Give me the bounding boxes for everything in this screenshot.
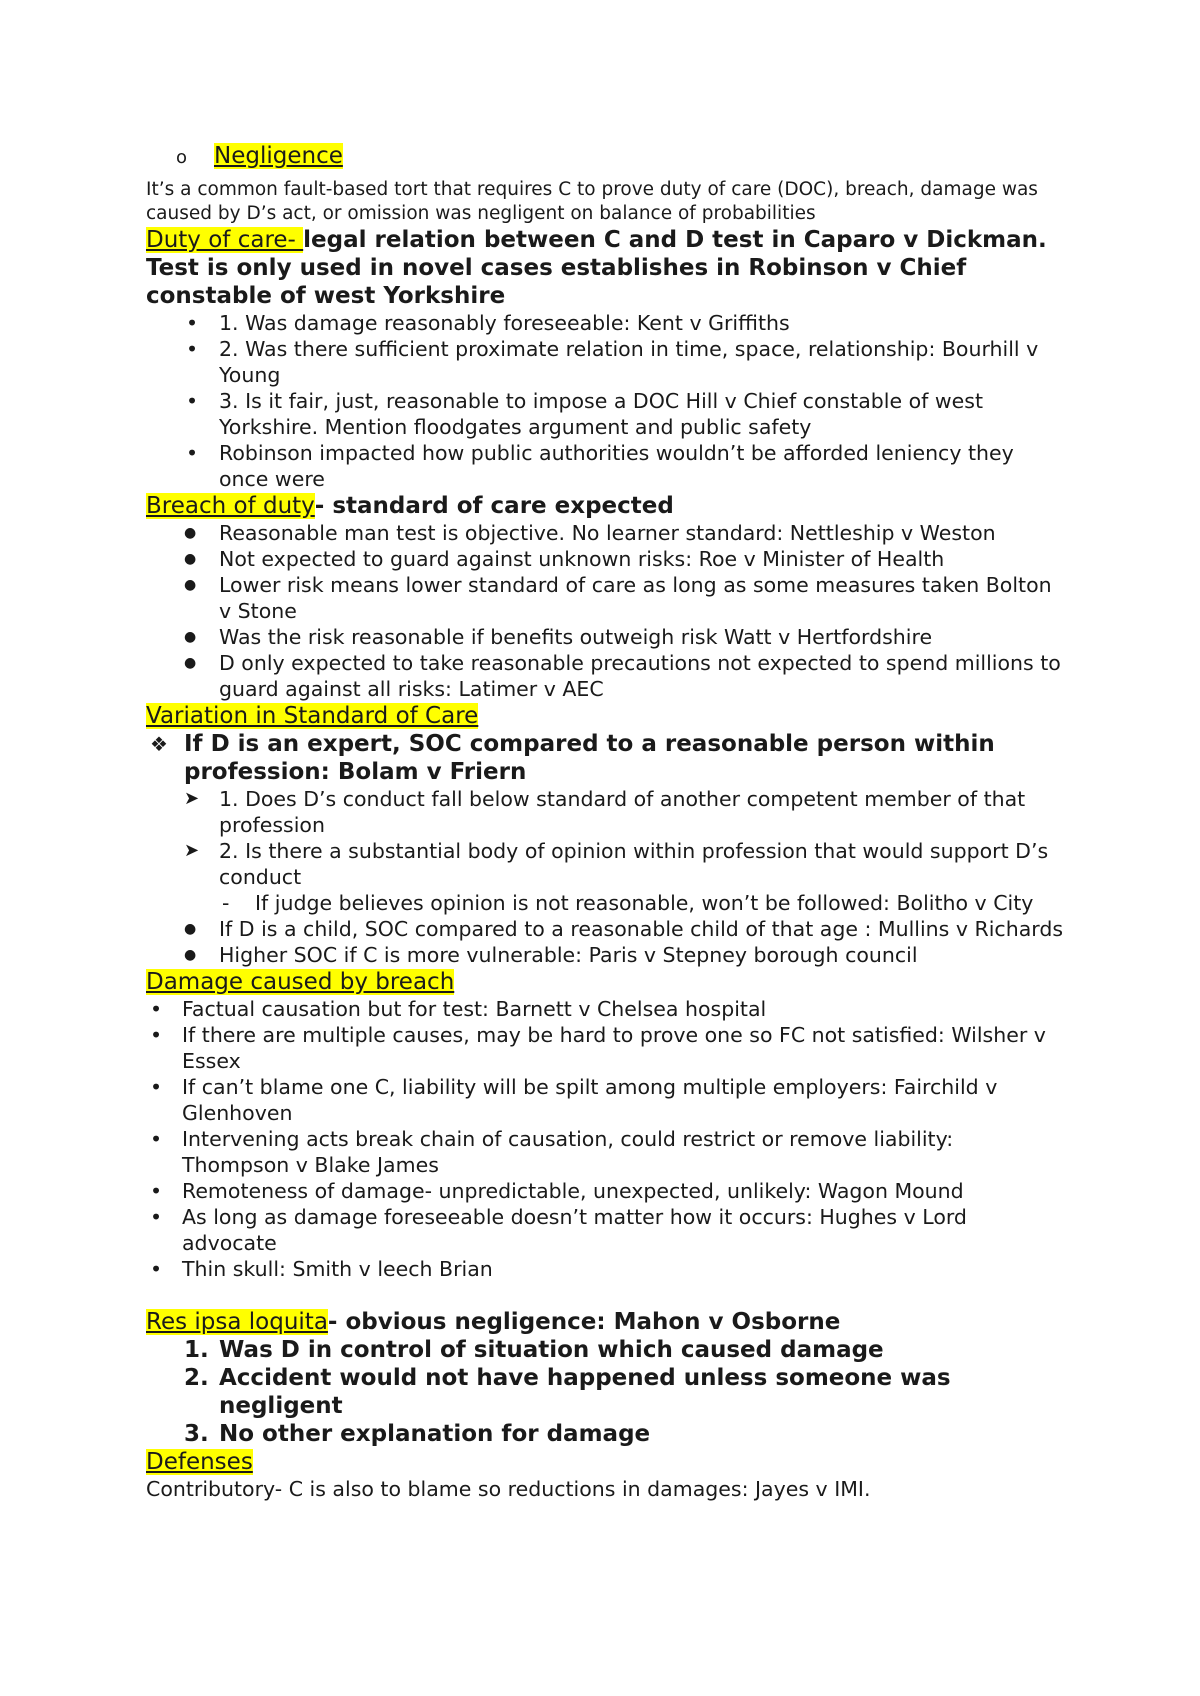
breach-heading <box>146 492 1066 520</box>
list-item: ● Reasonable man test is objective. No learner standard: Nettleship v Weston <box>146 520 1066 546</box>
list-item: ● Not expected to guard against unknown risks: Roe v Minister of Health <box>146 546 1066 572</box>
arrow-bullet-icon: ➤ <box>184 788 200 809</box>
res-heading-rest: - obvious negligence: Mahon v Osborne <box>327 1309 841 1335</box>
list-item: • Intervening acts break chain of causation, could restrict or remove liability: Thompson v Blake James <box>146 1126 1066 1178</box>
spacer <box>146 1282 1066 1308</box>
damage-heading <box>146 968 1066 996</box>
expert-item <box>146 730 1066 786</box>
list-item-text: 2. Is there a substantial body of opinion within profession that would support D’s conduct <box>219 839 1049 889</box>
list-item: • Factual causation but for test: Barnett v Chelsea hospital <box>146 996 1066 1022</box>
expert-item-text: If D is an expert, SOC compared to a reasonable person within profession: Bolam v Friern <box>184 731 995 785</box>
list-item-text: 1. Does D’s conduct fall below standard of another competent member of that profession <box>219 787 1026 837</box>
variation-list <box>146 916 1066 968</box>
damage-heading-highlight: Damage caused by breach <box>146 969 455 995</box>
list-item: ● Was the risk reasonable if benefits outweigh risk Watt v Hertfordshire <box>146 624 1066 650</box>
damage-list <box>146 996 1066 1282</box>
duty-heading-highlight: Duty of care- <box>146 227 304 253</box>
list-item-text: No other explanation for damage <box>219 1421 651 1447</box>
defenses-heading <box>146 1448 1066 1476</box>
list-number: 2. <box>184 1365 209 1391</box>
expert-arrow-list <box>146 786 1066 890</box>
title-text: Negligence <box>214 143 343 169</box>
intro-paragraph: It’s a common fault-based tort that requires C to prove duty of care (DOC), breach, damage was caused by D’s act, or omission was negligent on balance of probabilities <box>146 179 1038 224</box>
list-item-text: Accident would not have happened unless someone was negligent <box>219 1365 951 1419</box>
list-item: • If there are multiple causes, may be hard to prove one so FC not satisfied: Wilsher v Essex <box>146 1022 1066 1074</box>
variation-heading <box>146 702 1066 730</box>
dash-item <box>146 890 1066 916</box>
title-bullet: o <box>176 147 188 168</box>
list-item: • As long as damage foreseeable doesn’t matter how it occurs: Hughes v Lord advocate <box>146 1204 1066 1256</box>
breach-list <box>146 520 1066 702</box>
list-number: 3. <box>184 1421 209 1447</box>
list-item <box>146 1420 1066 1448</box>
breach-heading-rest: - standard of care expected <box>314 493 674 519</box>
res-heading-highlight: Res ipsa loquita <box>146 1309 328 1335</box>
list-item: ● D only expected to take reasonable precautions not expected to spend millions to guard against all risks: Latimer v AEC <box>146 650 1066 702</box>
list-item: • Remoteness of damage- unpredictable, unexpected, unlikely: Wagon Mound <box>146 1178 1066 1204</box>
breach-heading-highlight: Breach of duty <box>146 493 315 519</box>
arrow-bullet-icon: ➤ <box>184 840 200 861</box>
res-heading <box>146 1308 1066 1336</box>
list-number: 1. <box>184 1337 209 1363</box>
defenses-text: Contributory- C is also to blame so reductions in damages: Jayes v IMI. <box>146 1477 871 1501</box>
list-item-text: Was D in control of situation which caused damage <box>219 1337 884 1363</box>
document-page <box>146 140 1066 1502</box>
list-item: • Thin skull: Smith v leech Brian <box>146 1256 1066 1282</box>
list-item: • 1. Was damage reasonably foreseeable: Kent v Griffiths <box>146 310 1066 336</box>
list-item <box>146 786 1066 838</box>
list-item: • 3. Is it fair, just, reasonable to impose a DOC Hill v Chief constable of west Yorkshire. Mention floodgates argument and public safety <box>146 388 1066 440</box>
page-title <box>176 140 1066 174</box>
variation-heading-highlight: Variation in Standard of Care <box>146 703 479 729</box>
list-item: • Robinson impacted how public authorities wouldn’t be afforded leniency they once were <box>146 440 1066 492</box>
duty-heading-rest: legal relation between C and D test in Caparo v Dickman. Test is only used in novel cases establishes in Robinson v Chief constable of west Yorkshire <box>146 227 1047 309</box>
duty-heading <box>146 226 1066 310</box>
list-item: ● Higher SOC if C is more vulnerable: Paris v Stepney borough council <box>146 942 1066 968</box>
list-item: ● Lower risk means lower standard of care as long as some measures taken Bolton v Stone <box>146 572 1066 624</box>
list-item: • If can’t blame one C, liability will be spilt among multiple employers: Fairchild v Glenhoven <box>146 1074 1066 1126</box>
dash-item-text: If judge believes opinion is not reasonable, won’t be followed: Bolitho v City <box>255 891 1034 915</box>
defenses-heading-highlight: Defenses <box>146 1449 253 1475</box>
list-item <box>146 838 1066 890</box>
dash-bullet: - <box>222 891 230 915</box>
list-item <box>146 1336 1066 1364</box>
list-item: • 2. Was there sufficient proximate relation in time, space, relationship: Bourhill v Young <box>146 336 1066 388</box>
res-list <box>146 1336 1066 1448</box>
duty-list <box>146 310 1066 492</box>
list-item: ● If D is a child, SOC compared to a reasonable child of that age : Mullins v Richards <box>146 916 1066 942</box>
diamond-bullet-icon: ❖ <box>150 732 168 756</box>
list-item <box>146 1364 1066 1420</box>
